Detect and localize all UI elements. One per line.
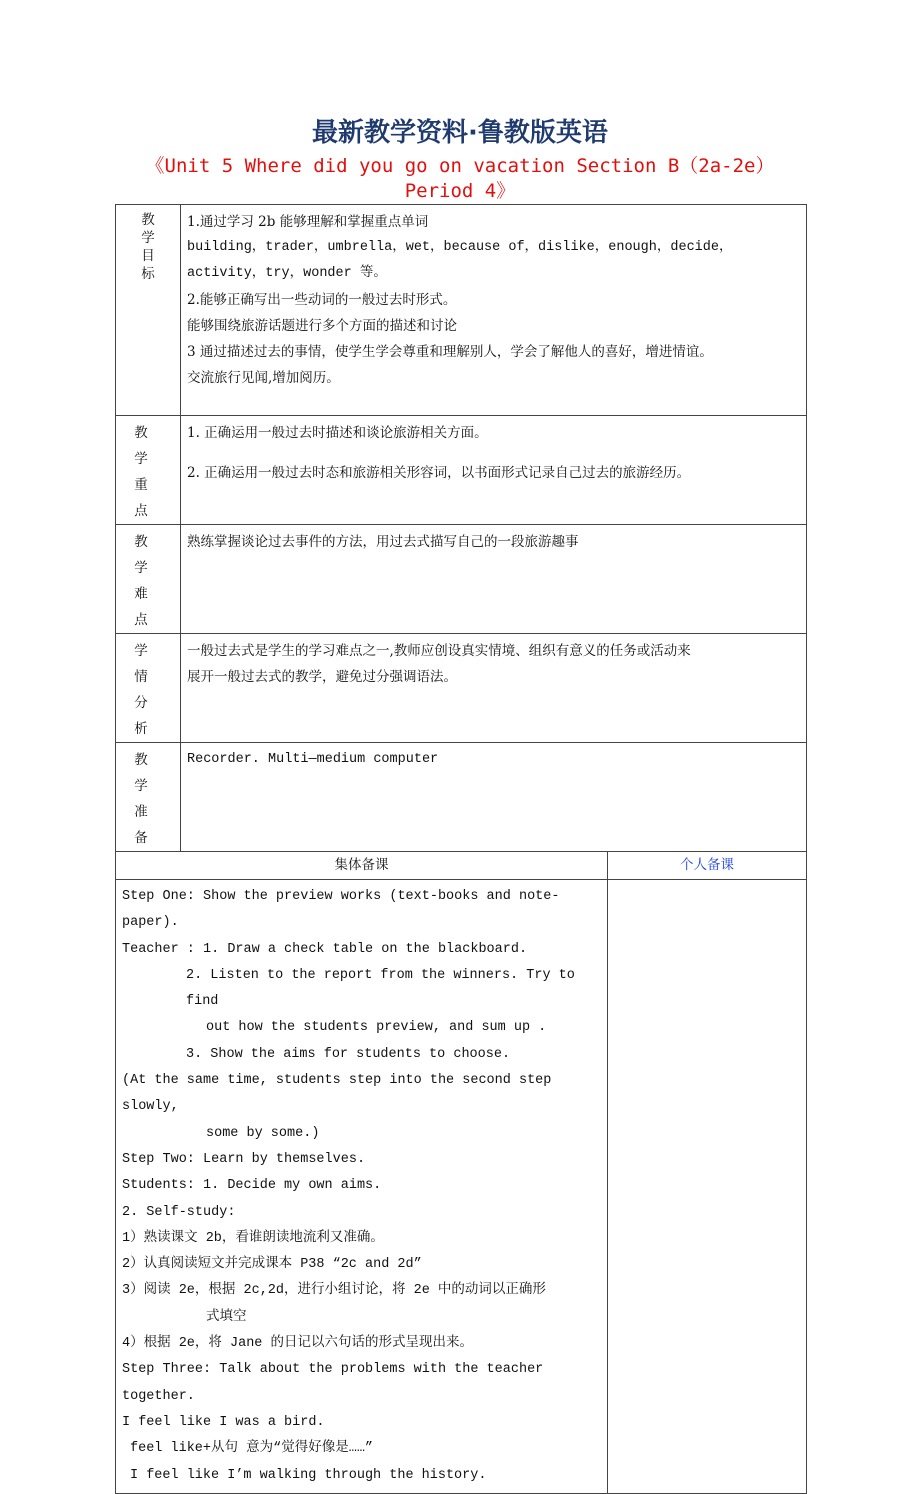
line: 交流旅行见闻,增加阅历。 <box>187 370 340 386</box>
line: 3 通过描述过去的事情，使学生学会尊重和理解别人，学会了解他人的喜好，增进情谊。 <box>187 344 713 360</box>
row-preparation <box>116 743 807 852</box>
line: (At the same time, students step into the second step slowly, <box>122 1073 552 1115</box>
row-label: 教学目标 <box>141 212 155 282</box>
row-analysis <box>116 634 807 743</box>
personal-plan-body <box>608 880 807 1494</box>
row-label: 教 学 <box>134 534 162 576</box>
row-objectives <box>116 205 807 416</box>
line: 式填空 <box>206 1309 247 1325</box>
line: Recorder. Multi—medium computer <box>187 752 439 767</box>
row-label: 教 学 <box>134 425 162 467</box>
line: 3. Show the aims for students to choose. <box>186 1046 511 1062</box>
line: 能够围绕旅游话题进行多个方面的描述和讨论 <box>187 318 457 334</box>
line: Step Two: Learn by themselves. <box>122 1151 366 1167</box>
line: 3）阅读 2e，根据 2c,2d，进行小组讨论，将 2e 中的动词以正确形 <box>122 1283 546 1299</box>
collective-plan-header: 集体备课 <box>116 852 608 880</box>
line: 2. 正确运用一般过去时态和旅游相关形容词，以书面形式记录自己过去的旅游经历。 <box>187 465 691 481</box>
line: 1.通过学习 2b 能够理解和掌握重点单词 <box>187 214 429 230</box>
line: 展开一般过去式的教学，避免过分强调语法。 <box>187 669 457 685</box>
row-difficulties <box>116 525 807 634</box>
line: out how the students preview, and sum up . <box>206 1020 547 1036</box>
line: 2）认真阅读短文并完成课本 P38 “2c and 2d” <box>122 1257 422 1273</box>
doc-header-title: 最新教学资料·鲁教版英语 <box>312 118 608 148</box>
row-label: 分 析 <box>134 695 162 737</box>
row-label: 重 点 <box>134 477 162 519</box>
line: Step Three: Talk about the problems with the teacher together. <box>122 1362 544 1404</box>
row-label: 准 备 <box>134 804 162 846</box>
info-table <box>115 204 807 852</box>
line: I feel like I’m walking through the history. <box>130 1467 487 1483</box>
doc-subtitle: 《Unit 5 Where did you go on vacation Section B（2a-2e）Period 4》 <box>145 155 775 202</box>
collective-plan-body <box>116 880 608 1494</box>
line: Step One: Show the preview works (text-books and note-paper). <box>122 889 560 931</box>
line: I feel like I was a bird. <box>122 1414 325 1430</box>
line: building，trader，umbrella，wet，because of，dislike，enough，decide， <box>187 240 733 255</box>
line: 2. Listen to the report from the winners. Try to find <box>186 967 575 1010</box>
line: 1）熟读课文 2b，看谁朗读地流利又准确。 <box>122 1230 384 1246</box>
row-label: 教 学 <box>134 752 162 794</box>
row-label: 难 点 <box>134 586 162 628</box>
row-key-points <box>116 416 807 525</box>
line: some by some.) <box>206 1125 320 1141</box>
personal-plan-header: 个人备课 <box>608 852 807 880</box>
line: 2. Self-study: <box>122 1204 236 1220</box>
line: 熟练掌握谈论过去事件的方法，用过去式描写自己的一段旅游趣事 <box>187 534 579 550</box>
line: 1. 正确运用一般过去时描述和谈论旅游相关方面。 <box>187 425 488 441</box>
plan-table <box>115 851 807 1494</box>
line: activity，try，wonder 等。 <box>187 266 387 281</box>
line: 一般过去式是学生的学习难点之一,教师应创设真实情境、组织有意义的任务或活动来 <box>187 643 691 659</box>
line: Teacher : 1. Draw a check table on the blackboard. <box>122 941 528 957</box>
line: feel like+从句 意为“觉得好像是……” <box>130 1441 374 1457</box>
row-label: 学 情 <box>134 643 162 685</box>
line: 2.能够正确写出一些动词的一般过去时形式。 <box>187 292 457 308</box>
line: Students: 1. Decide my own aims. <box>122 1178 382 1194</box>
line: 4）根据 2e，将 Jane 的日记以六句话的形式呈现出来。 <box>122 1336 474 1352</box>
